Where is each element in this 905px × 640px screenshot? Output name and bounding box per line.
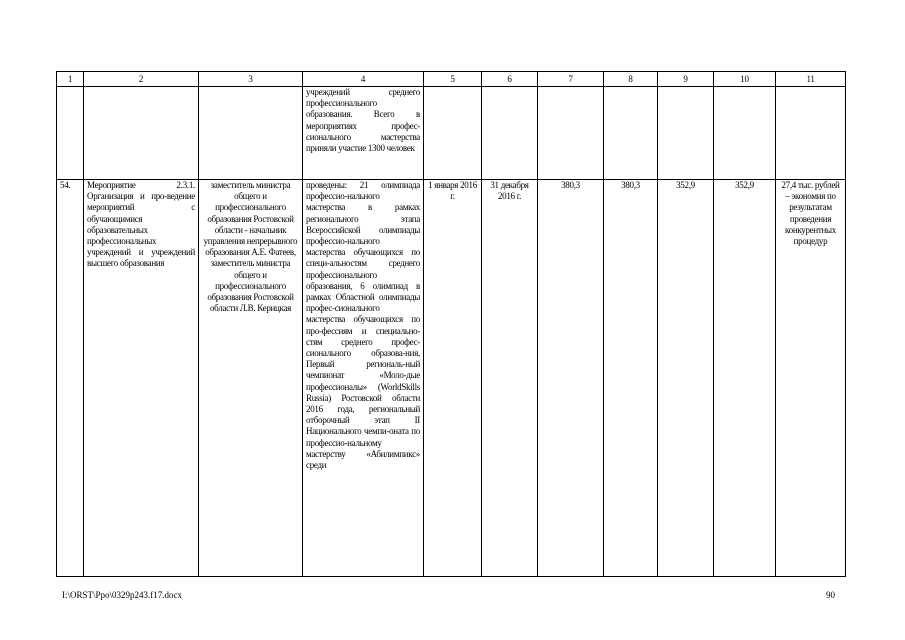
- file-path: I:\ORST\Ppo\0329p243.f17.docx: [62, 590, 183, 600]
- cont-cell-3: [199, 87, 303, 180]
- col-header-6: 6: [482, 72, 538, 87]
- cont-cell-10: [714, 87, 776, 180]
- cont-cell-11: [776, 87, 846, 180]
- col-header-9: 9: [658, 72, 714, 87]
- cont-cell-result: учреждений среднего профессионального образования. Всего в мероприятиях профес-сионального мастерства приняли участие 1300 человек: [303, 87, 424, 180]
- col-header-3: 3: [199, 72, 303, 87]
- measure-name: Мероприятие 2.3.1. Организация и про-ведение мероприятий с обучающимися образовательных профессиональных учреждений и учреждений высшего образования: [84, 180, 199, 577]
- col-header-7: 7: [538, 72, 604, 87]
- end-date: 31 декабря 2016 г.: [482, 180, 538, 577]
- cont-cell-9: [658, 87, 714, 180]
- program-table: [56, 71, 846, 577]
- row-number: 54.: [57, 180, 84, 577]
- responsible-executor: заместитель министра общего и профессионального образования Ростовской области - начальник управления непрерывного образования А.Е. Фатеев, заместитель министра общего и профессионального образования Ростовской области Л.В. Керицкая: [199, 180, 303, 577]
- cont-cell-2: [84, 87, 199, 180]
- start-date: 1 января 2016 г.: [424, 180, 482, 577]
- cont-cell-1: [57, 87, 84, 180]
- value-col-9: 352,9: [658, 180, 714, 577]
- note: 27,4 тыс. рублей – экономия по результатам проведения конкурентных процедур: [776, 180, 846, 577]
- col-header-4: 4: [303, 72, 424, 87]
- col-header-10: 10: [714, 72, 776, 87]
- value-col-7: 380,3: [538, 180, 604, 577]
- table-row: [57, 180, 846, 577]
- value-col-10: 352,9: [714, 180, 776, 577]
- continuation-row: [57, 87, 846, 180]
- measure-result: проведены: 21 олимпиада профессио-нального мастерства в рамках регионального этапа Всероссийской олимпиады профессио-нального мастерства обучающихся по специ-альностям среднего профессионального образования, 6 олимпиад в рамках Областной олимпиады профес-сионального мастерства обучающихся по про-фессиям и специально-стям среднего профес-сионального образова-ния, Первый региональ-ный чемпионат «Моло-дые профессионалы» (WorldSkills Russia) Ростовской области 2016 года, региональный отборочный этап II Национального чемпи-оната по профессио-нальному мастерству «Абилимпикс» среди: [303, 180, 424, 577]
- col-header-1: 1: [57, 72, 84, 87]
- cont-cell-6: [482, 87, 538, 180]
- col-header-8: 8: [604, 72, 658, 87]
- value-col-8: 380,3: [604, 180, 658, 577]
- page-number: 90: [826, 590, 835, 600]
- col-header-11: 11: [776, 72, 846, 87]
- cont-cell-8: [604, 87, 658, 180]
- cont-cell-5: [424, 87, 482, 180]
- header-row: [57, 72, 846, 87]
- cont-cell-7: [538, 87, 604, 180]
- col-header-5: 5: [424, 72, 482, 87]
- col-header-2: 2: [84, 72, 199, 87]
